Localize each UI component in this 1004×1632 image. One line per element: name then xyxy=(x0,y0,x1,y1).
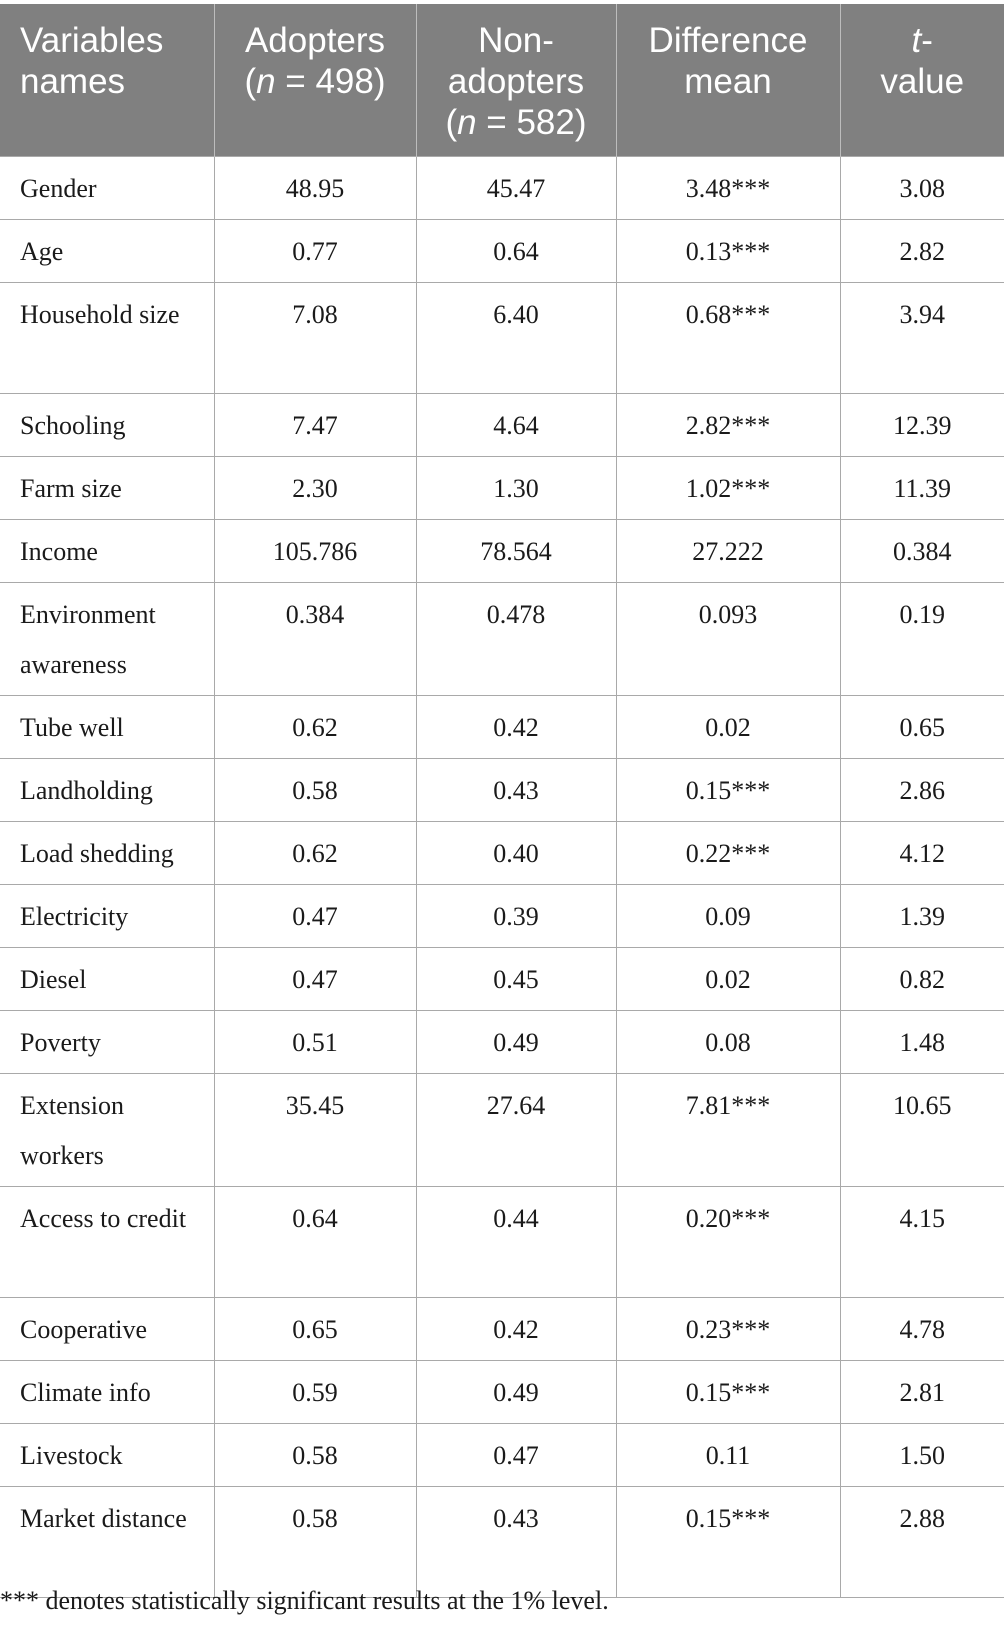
row-label: Income xyxy=(0,519,214,582)
t-value: 10.65 xyxy=(840,1073,1004,1186)
table-row xyxy=(0,582,1004,695)
header-adopters: Adopters (n = 498) xyxy=(214,4,416,156)
row-label: Environment awareness xyxy=(0,582,214,695)
non-adopters-value: 0.44 xyxy=(416,1186,616,1297)
table-row xyxy=(0,821,1004,884)
difference-value: 0.23*** xyxy=(616,1297,840,1360)
row-label: Load shedding xyxy=(0,821,214,884)
non-adopters-value: 0.43 xyxy=(416,758,616,821)
non-adopters-value: 0.49 xyxy=(416,1010,616,1073)
table-row xyxy=(0,1073,1004,1186)
row-label: Household size xyxy=(0,282,214,393)
t-value: 0.384 xyxy=(840,519,1004,582)
table-row xyxy=(0,1186,1004,1297)
non-adopters-value: 0.45 xyxy=(416,947,616,1010)
adopters-value: 0.58 xyxy=(214,758,416,821)
difference-value: 1.02*** xyxy=(616,456,840,519)
table-row xyxy=(0,695,1004,758)
row-label: Cooperative xyxy=(0,1297,214,1360)
row-label: Farm size xyxy=(0,456,214,519)
t-value: 0.19 xyxy=(840,582,1004,695)
t-value: 2.86 xyxy=(840,758,1004,821)
table-row xyxy=(0,156,1004,219)
non-adopters-value: 27.64 xyxy=(416,1073,616,1186)
table-row xyxy=(0,219,1004,282)
table-footnote: *** denotes statistically significant results at the 1% level. xyxy=(0,1586,609,1615)
difference-value: 3.48*** xyxy=(616,156,840,219)
t-value: 0.82 xyxy=(840,947,1004,1010)
adopters-value: 0.51 xyxy=(214,1010,416,1073)
table-row xyxy=(0,456,1004,519)
adopters-value: 0.58 xyxy=(214,1486,416,1597)
row-label: Electricity xyxy=(0,884,214,947)
difference-value: 0.15*** xyxy=(616,1360,840,1423)
table-row xyxy=(0,758,1004,821)
row-label: Climate info xyxy=(0,1360,214,1423)
t-value: 1.50 xyxy=(840,1423,1004,1486)
header-difference-mean: Difference mean xyxy=(616,4,840,156)
difference-value: 0.09 xyxy=(616,884,840,947)
difference-value: 0.13*** xyxy=(616,219,840,282)
row-label: Poverty xyxy=(0,1010,214,1073)
t-value: 0.65 xyxy=(840,695,1004,758)
difference-value: 0.15*** xyxy=(616,758,840,821)
adopters-value: 48.95 xyxy=(214,156,416,219)
non-adopters-value: 0.39 xyxy=(416,884,616,947)
table-row xyxy=(0,1297,1004,1360)
non-adopters-value: 0.478 xyxy=(416,582,616,695)
t-value: 2.82 xyxy=(840,219,1004,282)
table-row xyxy=(0,282,1004,393)
non-adopters-value: 0.49 xyxy=(416,1360,616,1423)
non-adopters-value: 78.564 xyxy=(416,519,616,582)
non-adopters-value: 0.42 xyxy=(416,1297,616,1360)
comparison-table xyxy=(0,4,1004,1598)
difference-value: 7.81*** xyxy=(616,1073,840,1186)
adopters-value: 0.59 xyxy=(214,1360,416,1423)
row-label: Schooling xyxy=(0,393,214,456)
non-adopters-value: 6.40 xyxy=(416,282,616,393)
adopters-value: 0.64 xyxy=(214,1186,416,1297)
adopters-value: 35.45 xyxy=(214,1073,416,1186)
row-label: Extension workers xyxy=(0,1073,214,1186)
table-row xyxy=(0,1010,1004,1073)
t-value: 2.81 xyxy=(840,1360,1004,1423)
table-row xyxy=(0,884,1004,947)
adopters-value: 0.62 xyxy=(214,695,416,758)
t-value: 11.39 xyxy=(840,456,1004,519)
non-adopters-value: 0.64 xyxy=(416,219,616,282)
non-adopters-value: 0.43 xyxy=(416,1486,616,1597)
non-adopters-value: 45.47 xyxy=(416,156,616,219)
row-label: Landholding xyxy=(0,758,214,821)
table-row xyxy=(0,393,1004,456)
row-label: Access to credit xyxy=(0,1186,214,1297)
adopters-value: 7.08 xyxy=(214,282,416,393)
difference-value: 0.11 xyxy=(616,1423,840,1486)
t-value: 1.39 xyxy=(840,884,1004,947)
header-non-adopters: Non- adopters (n = 582) xyxy=(416,4,616,156)
difference-value: 0.08 xyxy=(616,1010,840,1073)
header-variables-names: Variables names xyxy=(0,4,214,156)
adopters-value: 0.58 xyxy=(214,1423,416,1486)
difference-value: 27.222 xyxy=(616,519,840,582)
t-value: 4.15 xyxy=(840,1186,1004,1297)
adopters-value: 2.30 xyxy=(214,456,416,519)
difference-value: 0.093 xyxy=(616,582,840,695)
difference-value: 0.68*** xyxy=(616,282,840,393)
row-label: Age xyxy=(0,219,214,282)
adopters-value: 7.47 xyxy=(214,393,416,456)
row-label: Livestock xyxy=(0,1423,214,1486)
t-value: 4.78 xyxy=(840,1297,1004,1360)
difference-value: 0.02 xyxy=(616,695,840,758)
non-adopters-value: 0.42 xyxy=(416,695,616,758)
t-value: 2.88 xyxy=(840,1486,1004,1597)
table-row xyxy=(0,519,1004,582)
t-value: 3.94 xyxy=(840,282,1004,393)
t-value: 12.39 xyxy=(840,393,1004,456)
table-row xyxy=(0,1360,1004,1423)
t-value: 3.08 xyxy=(840,156,1004,219)
difference-value: 2.82*** xyxy=(616,393,840,456)
table-row xyxy=(0,1423,1004,1486)
adopters-value: 105.786 xyxy=(214,519,416,582)
adopters-value: 0.62 xyxy=(214,821,416,884)
row-label: Diesel xyxy=(0,947,214,1010)
non-adopters-value: 0.47 xyxy=(416,1423,616,1486)
non-adopters-value: 0.40 xyxy=(416,821,616,884)
difference-value: 0.15*** xyxy=(616,1486,840,1597)
t-value: 1.48 xyxy=(840,1010,1004,1073)
non-adopters-value: 1.30 xyxy=(416,456,616,519)
difference-value: 0.02 xyxy=(616,947,840,1010)
table-row xyxy=(0,1486,1004,1597)
t-value: 4.12 xyxy=(840,821,1004,884)
adopters-value: 0.77 xyxy=(214,219,416,282)
adopters-value: 0.384 xyxy=(214,582,416,695)
difference-value: 0.20*** xyxy=(616,1186,840,1297)
adopters-value: 0.47 xyxy=(214,947,416,1010)
row-label: Gender xyxy=(0,156,214,219)
row-label: Market distance xyxy=(0,1486,214,1597)
difference-value: 0.22*** xyxy=(616,821,840,884)
header-row xyxy=(0,4,1004,156)
row-label: Tube well xyxy=(0,695,214,758)
adopters-value: 0.65 xyxy=(214,1297,416,1360)
header-t-value: t- value xyxy=(840,4,1004,156)
non-adopters-value: 4.64 xyxy=(416,393,616,456)
table-row xyxy=(0,947,1004,1010)
adopters-value: 0.47 xyxy=(214,884,416,947)
